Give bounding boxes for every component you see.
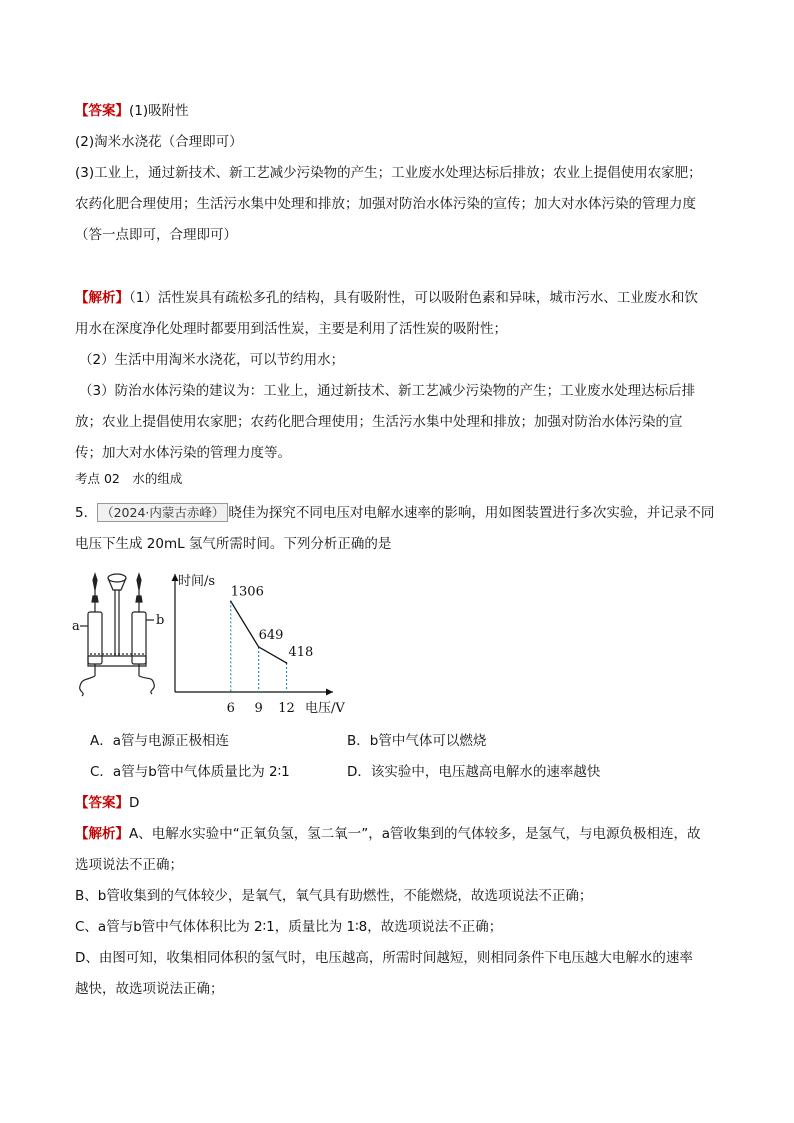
data-label: 1306	[230, 584, 264, 600]
analysis2-line-a1	[75, 824, 701, 844]
answer-line-1	[75, 101, 189, 121]
valve-b-icon	[136, 596, 142, 602]
question-line-1	[75, 503, 714, 523]
answer-line-3b: 农药化肥合理使用；生活污水集中处理和排放；加强对防治水体污染的宣传；加大对水体污染的管理力度	[75, 196, 696, 212]
question-line-2: 电压下生成 20mL 氢气所需时间。下列分析正确的是	[75, 536, 392, 552]
electrolysis-apparatus	[80, 574, 155, 696]
question-stem: 晓佳为探究不同电压对电解水速率的影响，用如图装置进行多次实验，并记录不同	[228, 505, 715, 521]
option-c: C．a管与b管中气体质量比为 2∶1	[90, 764, 290, 780]
x-axis-label: 电压/V	[305, 701, 345, 716]
wire-b	[139, 676, 154, 694]
analysis-line-3c: 传；加大对水体污染的管理力度等。	[75, 445, 291, 461]
x-tick-label: 6	[226, 701, 235, 716]
data-point	[286, 662, 288, 664]
analysis-line-3b: 放；农业上提倡使用农家肥；农药化肥合理使用；生活污水集中处理和排放；加强对防治水体污染的宣	[75, 414, 683, 430]
answer-text: (1)吸附性	[129, 103, 189, 119]
funnel-rim	[108, 574, 126, 582]
funnel-body	[108, 578, 126, 590]
data-label: 418	[288, 644, 314, 660]
nozzle-b-icon	[137, 574, 141, 590]
analysis-line-1b: 用水在深度净化处理时都要用到活性炭，主要是利用了活性炭的吸附性；	[75, 321, 507, 337]
answer-line-2: (2)淘米水浇花（合理即可）	[75, 134, 243, 150]
question-source-badge: （2024·内蒙古赤峰）	[97, 503, 228, 522]
option-b: B．b管中气体可以燃烧	[347, 733, 487, 749]
wire-a	[80, 676, 95, 696]
answer2-text: D	[129, 795, 140, 811]
voltage-time-chart	[172, 573, 346, 716]
figure	[68, 568, 368, 718]
answer-line-3a: (3)工业上，通过新技术、新工艺减少污染物的产生；工业废水处理达标后排放；农业上提倡使用农家肥；	[75, 165, 702, 181]
label-a: a	[72, 619, 80, 634]
option-a: A．a管与电源正极相连	[90, 733, 230, 749]
data-point	[258, 646, 260, 648]
analysis2-line-d1: D、由图可知，收集相同体积的氢气时，电压越高，所需时间越短，则相同条件下电压越大电解水的速率	[75, 950, 693, 966]
section-heading: 考点 02 水的组成	[75, 471, 183, 486]
x-tick-label: 12	[278, 701, 295, 716]
valve-a-icon	[92, 596, 98, 602]
x-axis-arrow-icon	[326, 689, 333, 696]
analysis-tag: 【解析】	[75, 290, 129, 306]
chart-marks	[227, 584, 314, 716]
answer-tag: 【答案】	[75, 103, 129, 119]
option-d: D．该实验中，电压越高电解水的速率越快	[347, 764, 601, 780]
analysis-text: （1）活性炭具有疏松多孔的结构，具有吸附性，可以吸附色素和异味，城市污水、工业废水和饮	[129, 290, 698, 306]
analysis-line-1a	[75, 288, 698, 308]
x-tick-label: 9	[254, 701, 263, 716]
analysis2-line-c: C、a管与b管中气体体积比为 2∶1，质量比为 1∶8，故选项说法不正确；	[75, 919, 503, 935]
answer2-tag: 【答案】	[75, 795, 129, 811]
analysis-line-2: （2）生活中用淘米水浇花，可以节约用水；	[79, 352, 345, 368]
nozzle-a-icon	[93, 574, 97, 590]
analysis2-tag: 【解析】	[75, 826, 129, 842]
analysis2-line-a2: 选项说法不正确；	[75, 857, 183, 873]
data-point	[230, 601, 232, 603]
answer2-line	[75, 793, 139, 813]
y-axis-label: 时间/s	[178, 574, 216, 589]
question-number: 5．	[75, 505, 98, 521]
data-label: 649	[258, 627, 284, 643]
analysis2-line-b: B、b管收集到的气体较少，是氧气，氧气具有助燃性，不能燃烧，故选项说法不正确；	[75, 888, 593, 904]
analysis-line-3a: （3）防治水体污染的建议为：工业上，通过新技术、新工艺减少污染物的产生；工业废水处理达标后排	[79, 383, 696, 399]
analysis2-line-d2: 越快，故选项说法正确；	[75, 981, 224, 997]
label-b: b	[156, 613, 165, 628]
figure-svg	[68, 568, 368, 718]
answer-line-3c: （答一点即可，合理即可）	[75, 227, 237, 243]
analysis2-text: A、电解水实验中“正氧负氢，氢二氧一”，a管收集到的气体较多，是氢气，与电源负极相连，故	[129, 826, 701, 842]
